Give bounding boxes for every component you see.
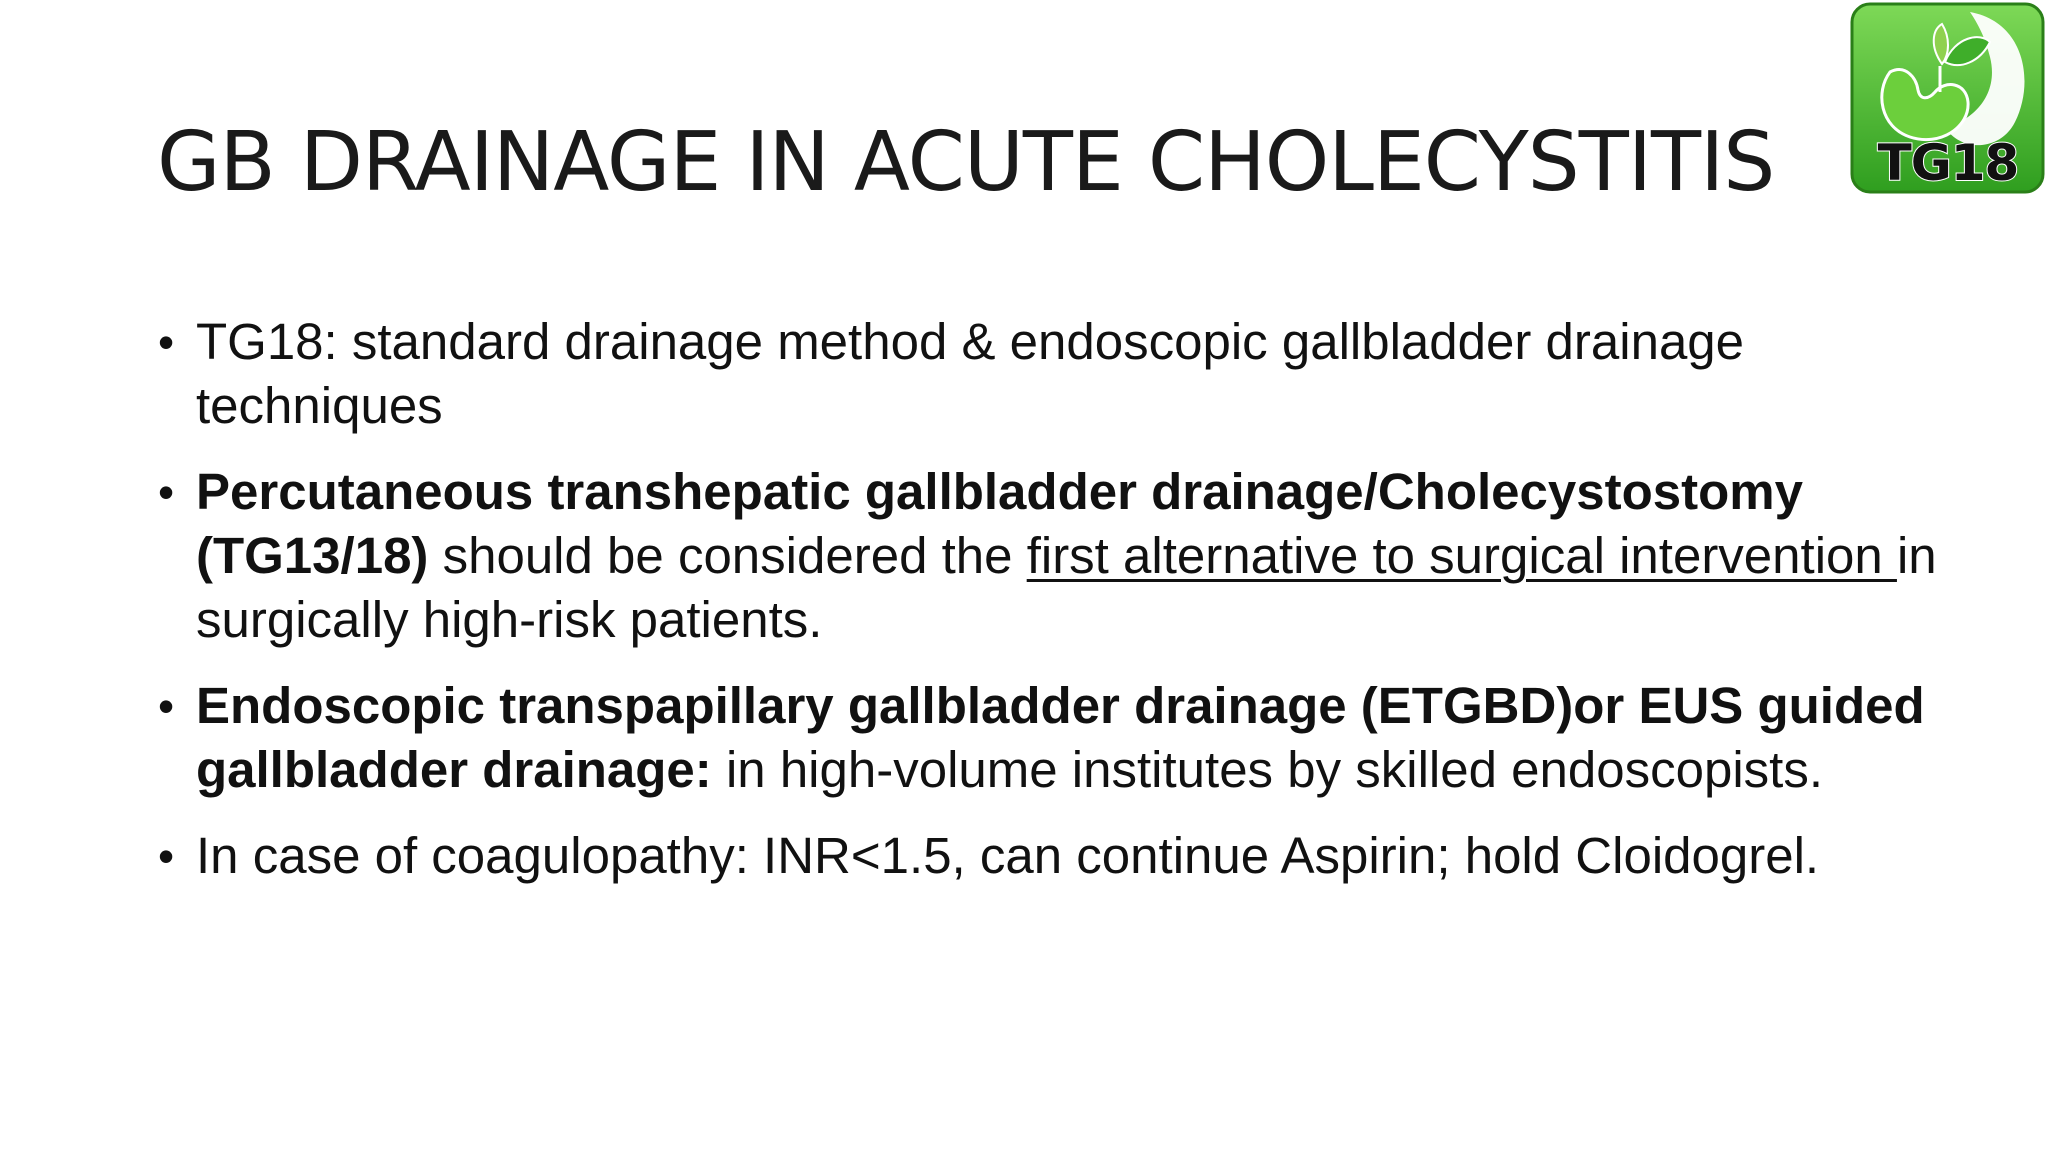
- bullet-item: [158, 460, 1948, 652]
- bullet-underlined-text: first alternative to surgical intervention: [1026, 527, 1897, 584]
- tg18-logo: [1850, 2, 2045, 194]
- bullet-text: TG18: standard drainage method & endoscopic gallbladder drainage techniques: [196, 313, 1745, 434]
- bullet-text: in surgically high-risk patients.: [196, 527, 1937, 648]
- bullet-bold-text: Percutaneous transhepatic gallbladder drainage/Cholecystostomy (TG13/18): [196, 463, 1803, 584]
- bullet-item: [158, 310, 1948, 438]
- bullet-text: in high-volume institutes by skilled endoscopists.: [711, 741, 1823, 798]
- bullet-list: [158, 310, 1948, 910]
- bullet-item: [158, 674, 1948, 802]
- bullet-item: [158, 824, 1948, 888]
- bullet-dot: •: [158, 316, 175, 368]
- bullet-bold-text: Endoscopic transpapillary gallbladder drainage (ETGBD)or EUS guided gallbladder drainage:: [196, 677, 1925, 798]
- bullet-dot: •: [158, 466, 175, 518]
- bullet-dot: •: [158, 680, 175, 732]
- logo-text: TG18: [1877, 134, 2019, 192]
- bullet-text: should be considered the: [428, 527, 1027, 584]
- slide-title: GB DRAINAGE IN ACUTE CHOLECYSTITIS: [157, 115, 1775, 210]
- bullet-text: In case of coagulopathy: INR<1.5, can continue Aspirin; hold Cloidogrel.: [196, 827, 1820, 884]
- bullet-dot: •: [158, 830, 175, 882]
